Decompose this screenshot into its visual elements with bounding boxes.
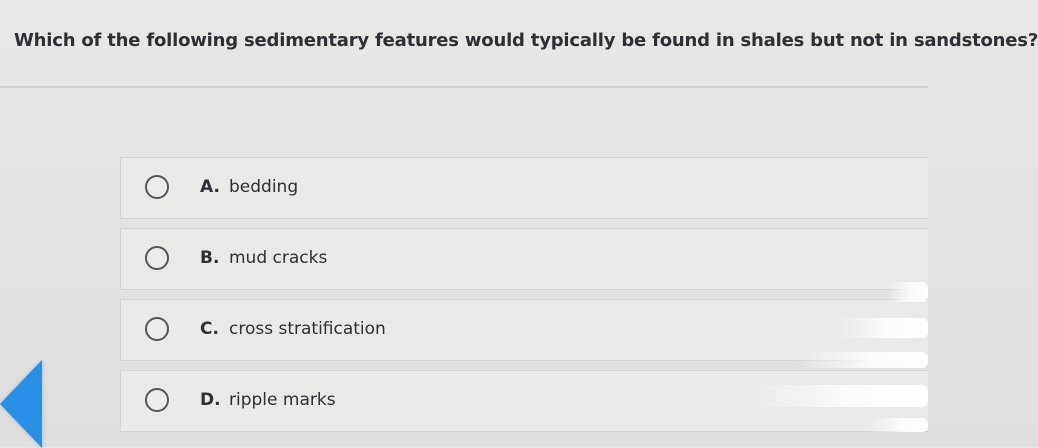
- option-letter: A.: [200, 177, 220, 197]
- screen-glare: [888, 282, 928, 302]
- option-b[interactable]: [120, 228, 928, 290]
- option-a[interactable]: [120, 157, 928, 219]
- option-label: bedding: [229, 177, 299, 197]
- screen-glare: [748, 385, 928, 407]
- screen-glare: [868, 418, 928, 432]
- radio-icon[interactable]: [145, 246, 169, 270]
- radio-icon[interactable]: [145, 317, 169, 341]
- divider: [0, 86, 928, 88]
- option-label: ripple marks: [229, 390, 336, 410]
- arrow-left-icon: [0, 360, 42, 448]
- option-letter: B.: [200, 248, 220, 268]
- question-text: Which of the following sedimentary features would typically be found in shales but not in sandstones?: [14, 30, 1038, 51]
- option-letter: D.: [200, 390, 221, 410]
- option-label: cross stratification: [229, 319, 386, 339]
- radio-icon[interactable]: [145, 175, 169, 199]
- screen-glare: [798, 352, 928, 368]
- option-label: mud cracks: [229, 248, 328, 268]
- option-letter: C.: [200, 319, 219, 339]
- radio-icon[interactable]: [145, 388, 169, 412]
- screen-glare: [838, 318, 928, 338]
